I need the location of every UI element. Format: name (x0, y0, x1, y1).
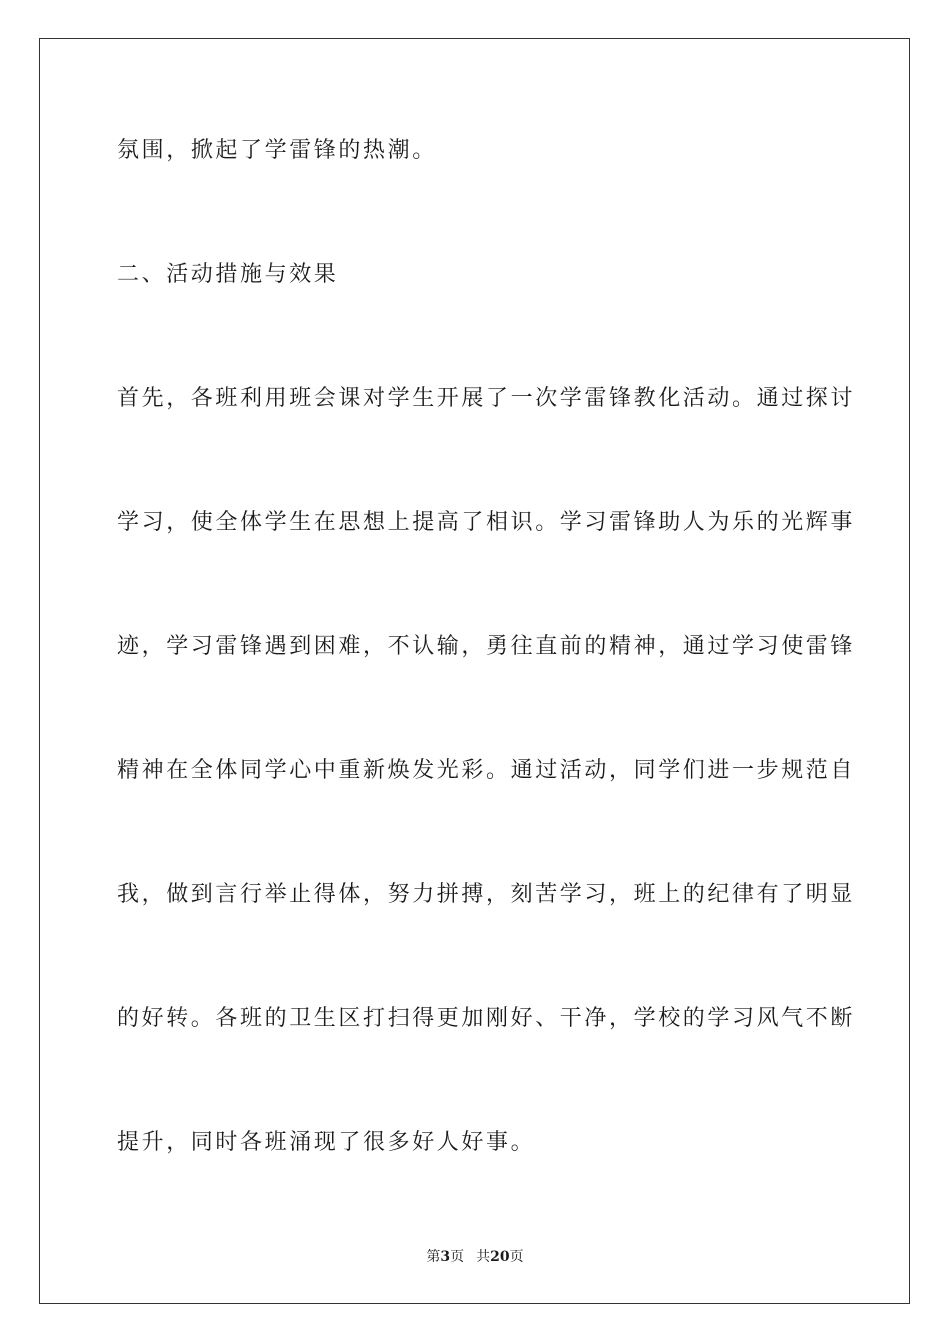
page-number: 3 (440, 1249, 451, 1265)
text-line: 学习，使全体学生在思想上提高了相识。学习雷锋助人为乐的光辉事 (117, 510, 856, 535)
total-prefix: 共 (476, 1249, 491, 1265)
total-pages: 20 (490, 1249, 510, 1265)
text-line: 首先，各班利用班会课对学生开展了一次学雷锋教化活动。通过探讨 (117, 386, 856, 411)
total-suffix: 页 (509, 1249, 524, 1265)
text-line: 我，做到言行举止得体，努力拼搏，刻苦学习，班上的纪律有了明显 (117, 882, 856, 907)
page-footer (0, 1248, 950, 1266)
text-line: 的好转。各班的卫生区打扫得更加刚好、干净，学校的学习风气不断 (117, 1006, 856, 1031)
text-line: 提升，同时各班涌现了很多好人好事。 (117, 1130, 536, 1155)
text-line: 迹，学习雷锋遇到困难，不认输，勇往直前的精神，通过学习使雷锋 (117, 634, 856, 659)
section-heading: 二、活动措施与效果 (117, 262, 339, 287)
text-line: 氛围，掀起了学雷锋的热潮。 (117, 138, 437, 163)
page-suffix: 页 (450, 1249, 465, 1265)
page-border (39, 38, 910, 1304)
page-prefix: 第 (426, 1249, 441, 1265)
text-line: 精神在全体同学心中重新焕发光彩。通过活动，同学们进一步规范自 (117, 758, 856, 783)
